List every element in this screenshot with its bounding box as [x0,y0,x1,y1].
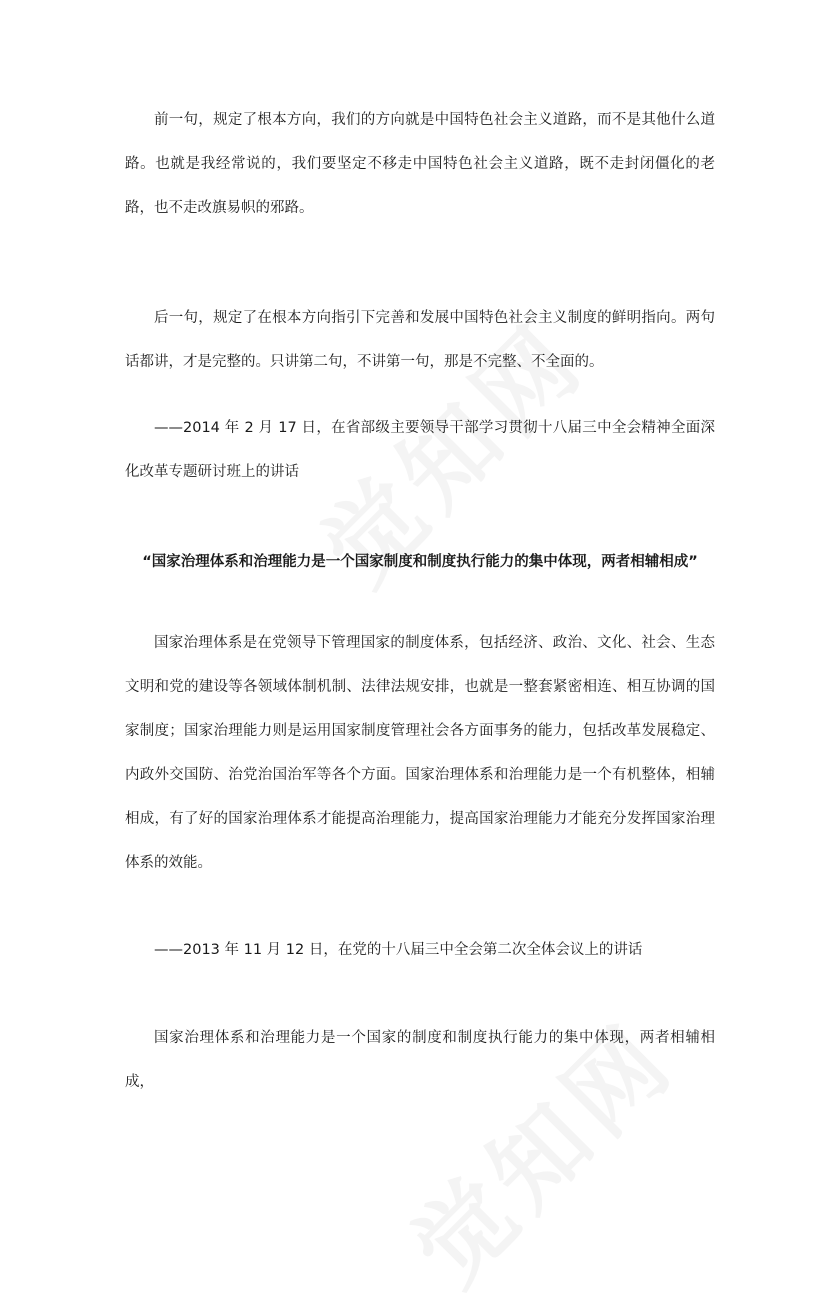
speech-citation: ——2014 年 2 月 17 日，在省部级主要领导干部学习贯彻十八届三中全会精神全面深化改革专题研讨班上的讲话 [125,420,715,480]
paragraph-governance-capacity: 国家治理体系和治理能力是一个国家的制度和制度执行能力的集中体现，两者相辅相成， [125,1030,715,1090]
paragraph-system-direction: 后一句，规定了在根本方向指引下完善和发展中国特色社会主义制度的鲜明指向。两句话都讲，才是完整的。只讲第二句，不讲第一句，那是不完整、不全面的。 [125,310,715,370]
paragraph-governance-system: 国家治理体系是在党领导下管理国家的制度体系，包括经济、政治、文化、社会、生态文明和党的建设等各领域体制机制、法律法规安排，也就是一整套紧密相连、相互协调的国家制度；国家治理能力则是运用国家制度管理社会各方面事务的能力，包括改革发展稳定、内政外交国防、治党治国治军等各个方面。国家治理体系和治理能力是一个有机整体，相辅相成，有了好的国家治理体系才能提高治理能力，提高国家治理能力才能充分发挥国家治理体系的效能。 [125,635,715,871]
speech-citation: ——2013 年 11 月 12 日，在党的十八届三中全会第二次全体会议上的讲话 [154,942,643,958]
section-heading: “国家治理体系和治理能力是一个国家制度和制度执行能力的集中体现，两者相辅相成” [142,554,698,570]
paragraph-direction: 前一句，规定了根本方向，我们的方向就是中国特色社会主义道路，而不是其他什么道路。也就是我经常说的，我们要坚定不移走中国特色社会主义道路，既不走封闭僵化的老路，也不走改旗易帜的邪路。 [125,112,715,216]
